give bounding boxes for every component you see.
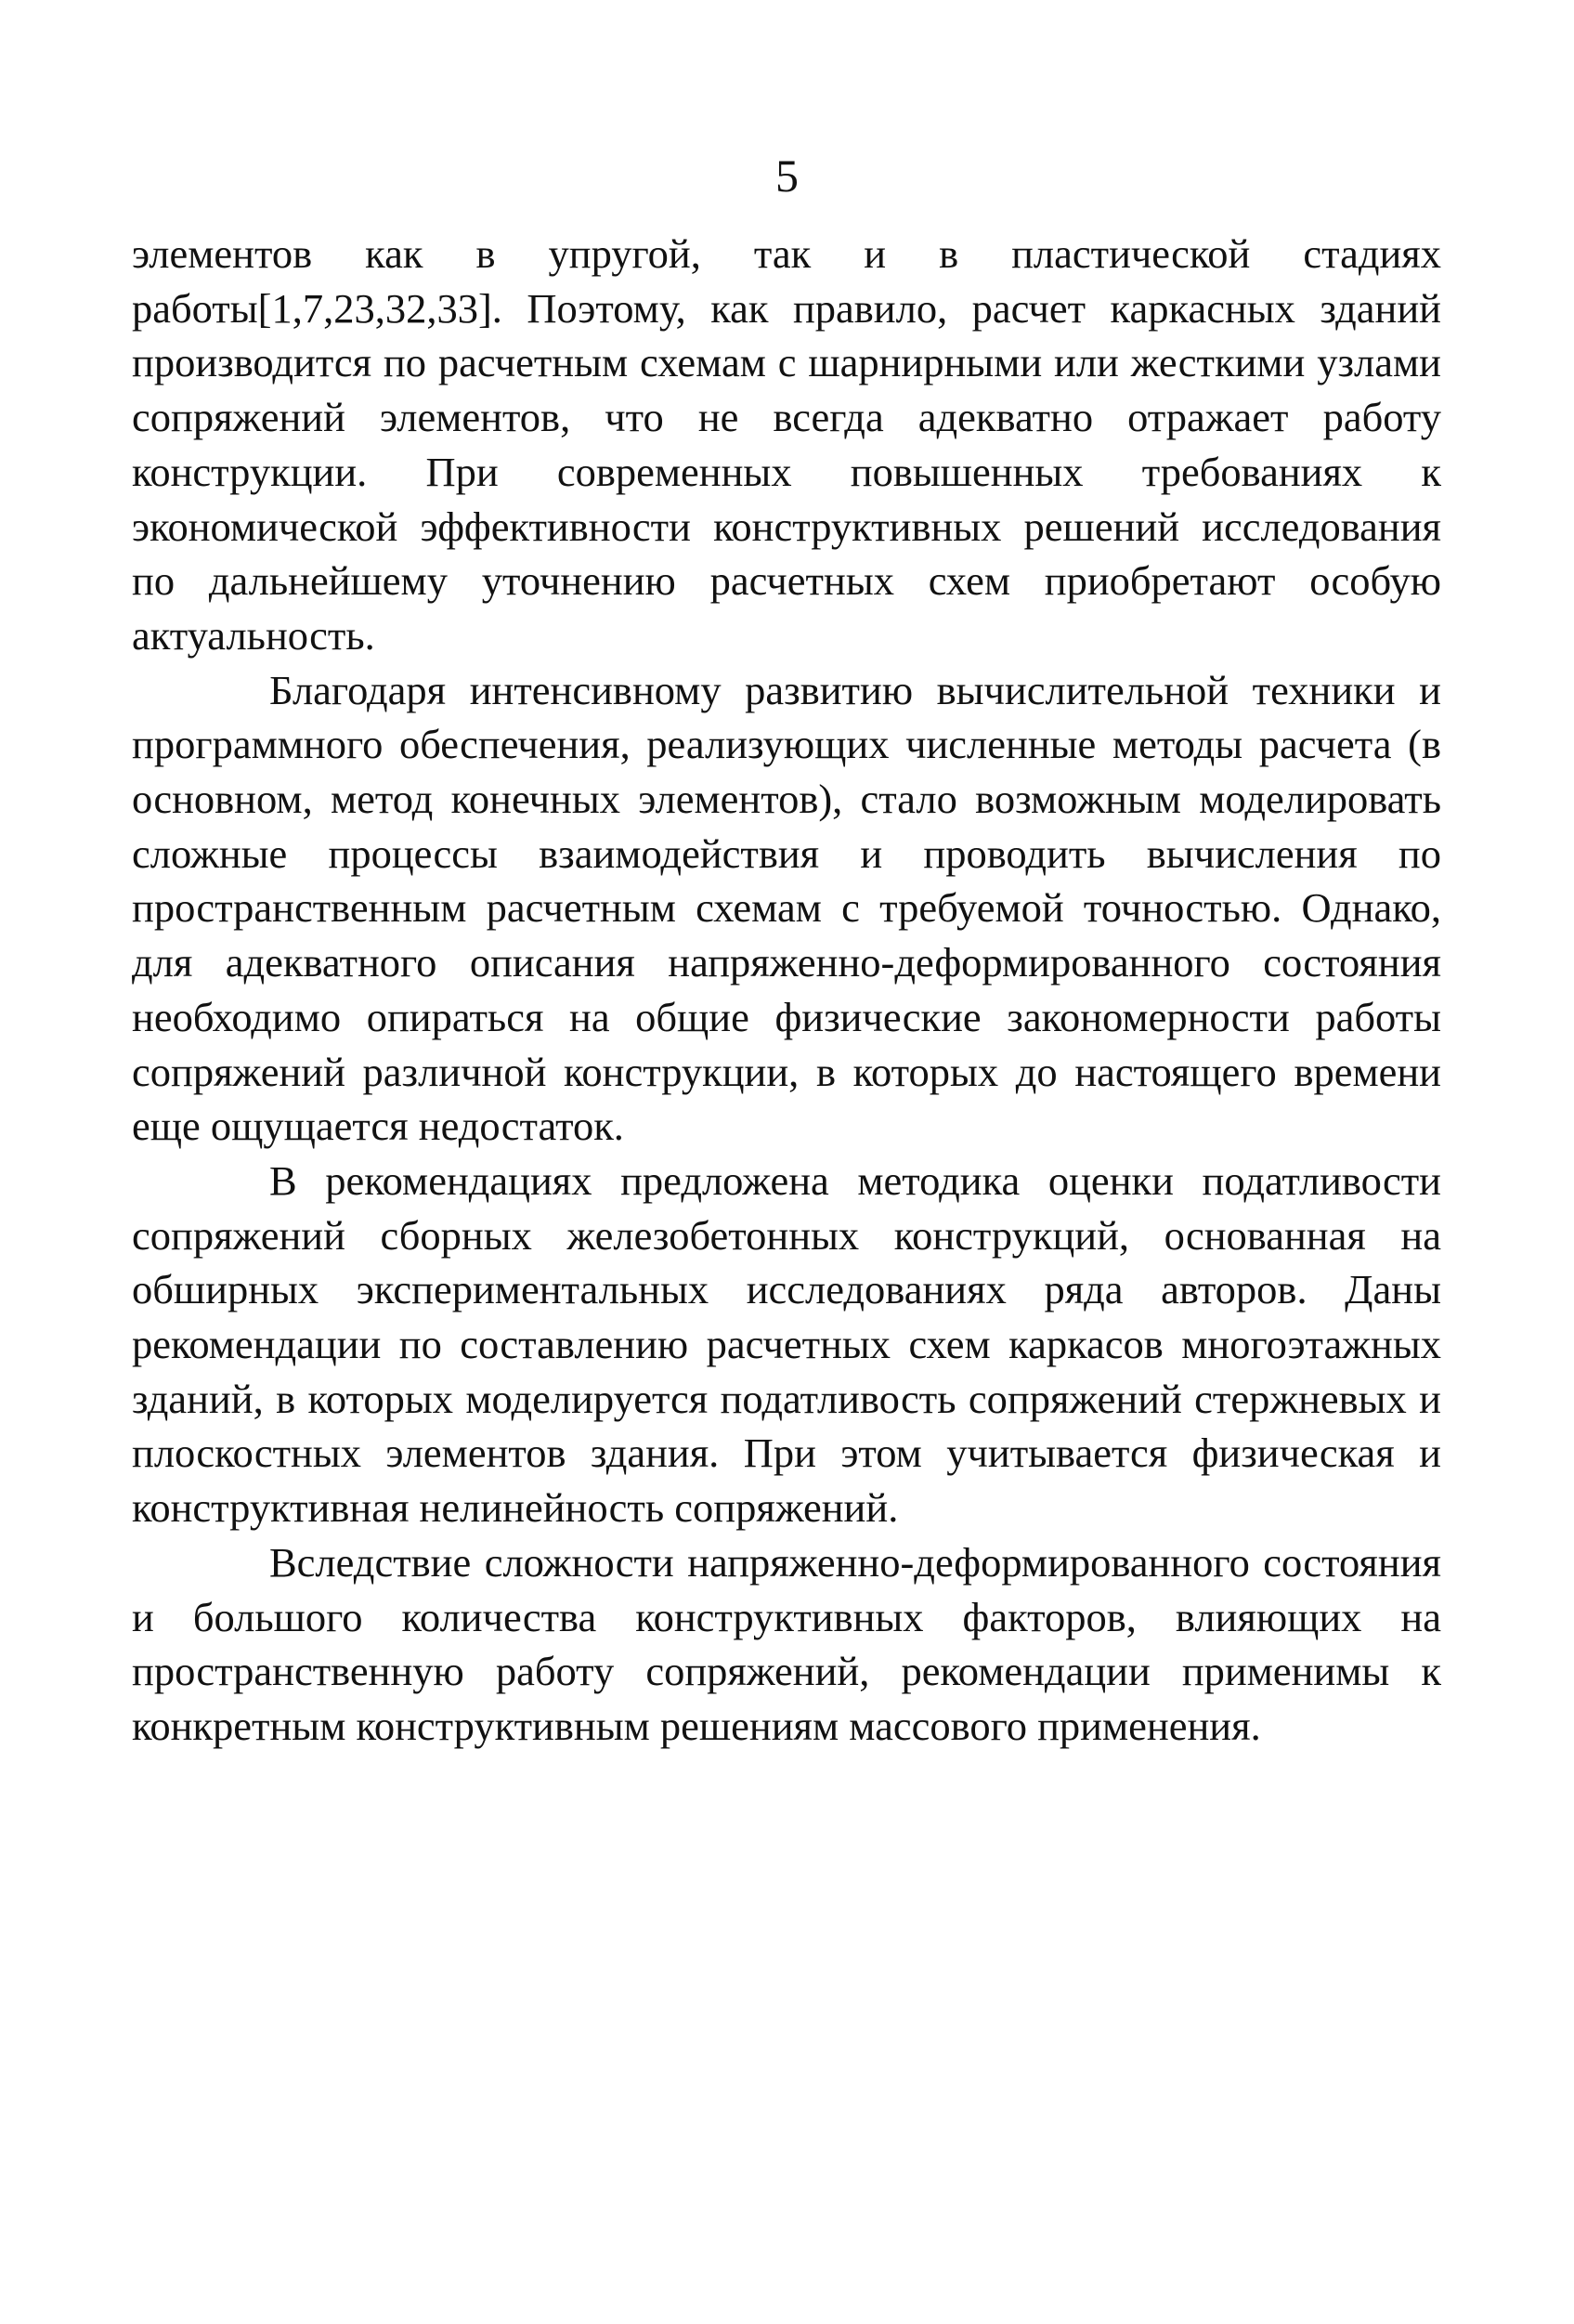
paragraph-recommendations-method: В рекомендациях предложена методика оценки податливости сопряжений сборных железобетонных конструкций, основанная на обширных экспериментальных исследованиях ряда авторов. Даны рекомендации по составлению расчетных схем каркасов многоэтажных зданий, в которых моделируется податливость сопряжений стержневых и плоскостных элементов здания. При этом учитывается физическая и конструктивная нелинейность сопряжений. [132, 1156, 1441, 1532]
body-text [132, 227, 1441, 1754]
paragraph-continuation: элементов как в упругой, так и в пластической стадиях работы[1,7,23,32,33]. Поэтому, как правило, расчет каркасных зданий производится по расчетным схемам с шарнирными или жесткими узлами сопряжений элементов, что не всегда адекватно отражает работу конструкции. При современных повышенных требованиях к экономической эффективности конструктивных решений исследования по дальнейшему уточнению расчетных схем приобретают особую актуальность. [132, 230, 1441, 659]
page-number: 5 [775, 150, 799, 202]
paragraph-applicability: Вследствие сложности напряженно-деформированного состояния и большого количества конструктивных факторов, влияющих на пространственную работу сопряжений, рекомендации применимы к конкретным конструктивным решениям массового применения. [132, 1538, 1441, 1749]
paragraph-computing-development: Благодаря интенсивному развитию вычислительной техники и программного обеспечения, реализующих численные методы расчета (в основном, метод конечных элементов), стало возможным моделировать сложные процессы взаимодействия и проводить вычисления по пространственным расчетным схемам с требуемой точностью. Однако, для адекватного описания напряженно-деформированного состояния необходимо опираться на общие физические закономерности работы сопряжений различной конструкции, в которых до настоящего времени еще ощущается недостаток. [132, 666, 1441, 1150]
